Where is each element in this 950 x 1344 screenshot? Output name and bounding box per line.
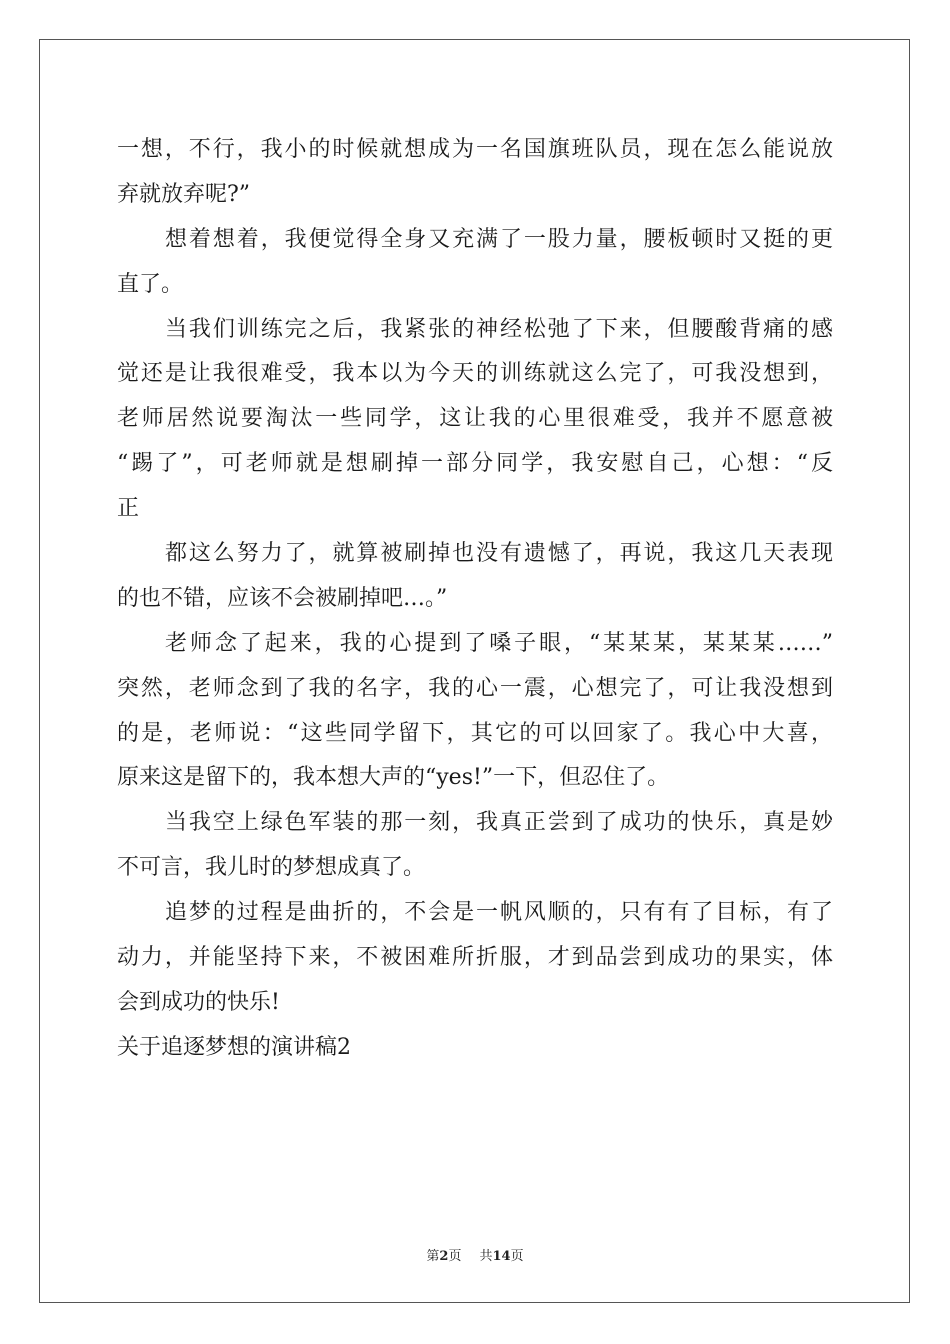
page-suffix: 页: [448, 1249, 462, 1264]
text-line: 觉还是让我很难受，我本以为今天的训练就这么完了，可我没想到，: [117, 361, 833, 387]
paragraph-start-line: 追梦的过程是曲折的，不会是一帆风顺的，只有有了目标，有了: [165, 900, 833, 926]
section-heading: 关于追逐梦想的演讲稿2: [117, 1034, 351, 1060]
text-line: 的也不错，应该不会被刷掉吧…。”: [117, 585, 448, 611]
paragraph-start-line: 当我空上绿色军装的那一刻，我真正尝到了成功的快乐，真是妙: [165, 810, 833, 836]
paragraph-start-line: 老师念了起来，我的心提到了嗓子眼，“某某某，某某某……”: [165, 630, 833, 656]
paragraph-start-line: 当我们训练完之后，我紧张的神经松弛了下来，但腰酸背痛的感: [165, 316, 833, 342]
text-line: “踢了”，可老师就是想刷掉一部分同学，我安慰自己，心想：“反: [117, 451, 833, 477]
text-line: 弃就放弃呢?”: [117, 181, 251, 207]
page-prefix: 第: [426, 1249, 440, 1264]
total-suffix: 页: [510, 1249, 524, 1264]
text-line: 动力，并能坚持下来，不被困难所折服，才到品尝到成功的果实，体: [117, 945, 833, 971]
document-body: [117, 128, 833, 1071]
text-line: 不可言，我儿时的梦想成真了。: [117, 855, 426, 881]
page-footer: [0, 1245, 950, 1264]
text-line: 原来这是留下的，我本想大声的“yes!”一下，但忍住了。: [117, 765, 670, 791]
text-line: 直了。: [117, 271, 184, 297]
total-pages: 14: [492, 1249, 511, 1264]
text-line: 老师居然说要淘汰一些同学，这让我的心里很难受，我并不愿意被: [117, 406, 833, 432]
paragraph-start-line: 都这么努力了，就算被刷掉也没有遗憾了，再说，我这几天表现: [165, 541, 833, 567]
text-line: 突然，老师念到了我的名字，我的心一震，心想完了，可让我没想到: [117, 675, 833, 701]
text-line: 一想，不行，我小的时候就想成为一名国旗班队员，现在怎么能说放: [117, 137, 833, 162]
page-number: 2: [439, 1249, 449, 1264]
text-line: 会到成功的快乐!: [117, 989, 280, 1015]
paragraph-start-line: 想着想着，我便觉得全身又充满了一股力量，腰板顿时又挺的更: [165, 226, 833, 252]
text-line: 正: [117, 496, 140, 522]
text-line: 的是，老师说：“这些同学留下，其它的可以回家了。我心中大喜，: [117, 720, 833, 746]
total-prefix: 共: [479, 1249, 493, 1264]
